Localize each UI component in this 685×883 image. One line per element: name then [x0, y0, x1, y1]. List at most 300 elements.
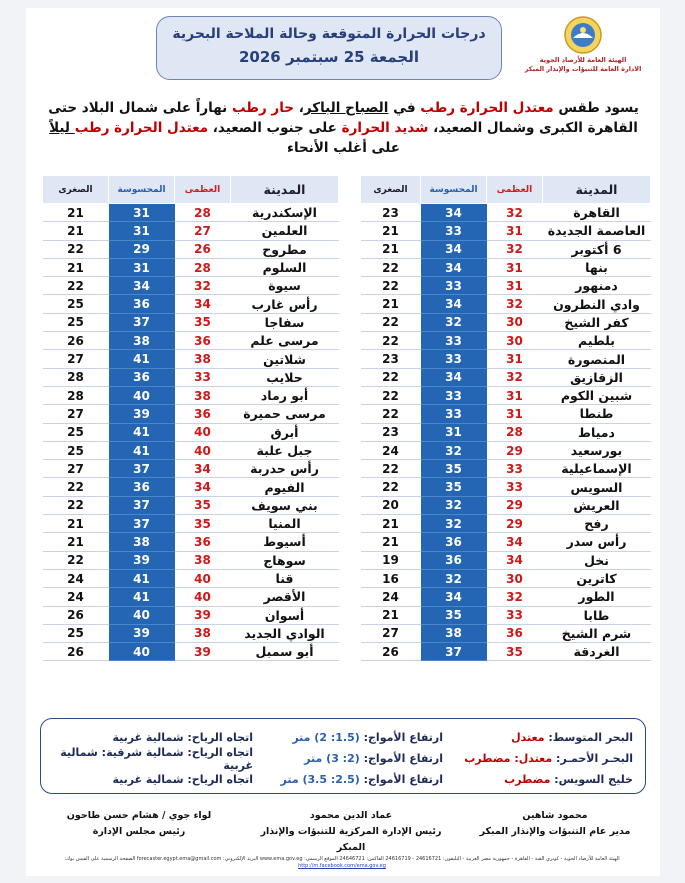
feels-like-cell: 31	[109, 258, 175, 276]
city-cell: أبو سمبل	[231, 643, 339, 661]
min-temp-cell: 21	[361, 222, 421, 240]
summary-highlight: معتدل الحرارة رطب	[420, 100, 554, 116]
city-cell: بني سويف	[231, 496, 339, 514]
max-temp-cell: 40	[175, 423, 231, 441]
feels-like-cell: 33	[421, 332, 487, 350]
page-title: درجات الحرارة المتوقعة وحالة الملاحة البحرية	[172, 26, 486, 42]
table-row	[43, 240, 339, 258]
min-temp-cell: 22	[43, 496, 109, 514]
feels-like-cell: 31	[421, 423, 487, 441]
sea-state: معتدل: مضطرب	[464, 752, 553, 765]
feels-like-cell: 36	[421, 551, 487, 569]
feels-like-cell: 31	[109, 222, 175, 240]
logo-line-2: الادارة العامة للتنبؤات والإنذار المبكر	[524, 65, 642, 73]
max-temp-cell: 39	[175, 606, 231, 624]
min-temp-cell: 21	[361, 533, 421, 551]
table-row	[43, 460, 339, 478]
max-temp-cell: 32	[487, 240, 543, 258]
table-row	[43, 405, 339, 423]
table-row	[43, 258, 339, 276]
feels-like-cell: 34	[421, 588, 487, 606]
wind-direction: اتجاه الرياح: شمالية شرقية: شمالية غربية	[60, 745, 253, 772]
sea-conditions-box	[40, 718, 646, 794]
wave-label: ارتفاع الأمواج:	[359, 752, 443, 765]
summary-highlight: شديد الحرارة	[341, 120, 429, 136]
city-cell: الفيوم	[231, 478, 339, 496]
feels-like-cell: 32	[421, 313, 487, 331]
table-row	[361, 515, 651, 533]
table-row	[361, 460, 651, 478]
min-temp-cell: 24	[43, 588, 109, 606]
table-row	[43, 204, 339, 222]
city-cell: وادي النطرون	[543, 295, 651, 313]
city-cell: القاهرة	[543, 204, 651, 222]
col-header-city: المدينة	[231, 176, 339, 204]
feels-like-cell: 39	[109, 551, 175, 569]
city-cell: حلايب	[231, 368, 339, 386]
city-cell: قنا	[231, 569, 339, 587]
table-row	[43, 478, 339, 496]
feels-like-cell: 36	[109, 478, 175, 496]
table-row	[361, 478, 651, 496]
feels-like-cell: 37	[421, 643, 487, 661]
max-temp-cell: 38	[175, 624, 231, 642]
feels-like-cell: 41	[109, 350, 175, 368]
summary-text: في	[388, 100, 421, 116]
max-temp-cell: 34	[175, 478, 231, 496]
table-row	[361, 368, 651, 386]
feels-like-cell: 38	[109, 533, 175, 551]
max-temp-cell: 35	[175, 496, 231, 514]
city-cell: كفر الشيخ	[543, 313, 651, 331]
city-cell: مرسى علم	[231, 332, 339, 350]
table-row	[361, 350, 651, 368]
feels-like-cell: 41	[109, 423, 175, 441]
col-header-min: الصغرى	[361, 176, 421, 204]
signatory-title: رئيس مجلس الإدارة	[92, 826, 186, 837]
city-cell: طنطا	[543, 405, 651, 423]
feels-like-cell: 34	[109, 277, 175, 295]
city-cell: السلوم	[231, 258, 339, 276]
table-row	[43, 350, 339, 368]
min-temp-cell: 16	[361, 569, 421, 587]
city-cell: الزقازيق	[543, 368, 651, 386]
table-row	[361, 588, 651, 606]
sea-row-gulf-of-suez	[53, 769, 633, 790]
logo-line-1: الهيئة العامة للأرصاد الجوية	[539, 56, 627, 64]
min-temp-cell: 27	[361, 624, 421, 642]
feels-like-cell: 34	[421, 240, 487, 258]
table-row	[43, 295, 339, 313]
max-temp-cell: 31	[487, 405, 543, 423]
table-row	[361, 258, 651, 276]
table-row	[361, 332, 651, 350]
weather-summary	[46, 98, 641, 158]
col-header-city: المدينة	[543, 176, 651, 204]
min-temp-cell: 21	[43, 533, 109, 551]
max-temp-cell: 31	[487, 277, 543, 295]
feels-like-cell: 36	[109, 295, 175, 313]
col-header-feel: المحسوسة	[109, 176, 175, 204]
max-temp-cell: 28	[487, 423, 543, 441]
min-temp-cell: 21	[361, 240, 421, 258]
col-header-max: العظمى	[175, 176, 231, 204]
min-temp-cell: 21	[43, 515, 109, 533]
sea-state: مضطرب	[504, 773, 551, 786]
max-temp-cell: 35	[175, 515, 231, 533]
city-cell: جبل علبة	[231, 441, 339, 459]
table-row	[43, 441, 339, 459]
min-temp-cell: 23	[361, 204, 421, 222]
city-cell: رفح	[543, 515, 651, 533]
min-temp-cell: 22	[361, 386, 421, 404]
summary-text: على أغلب الأنحاء	[287, 140, 400, 156]
city-cell: العريش	[543, 496, 651, 514]
feels-like-cell: 31	[109, 204, 175, 222]
max-temp-cell: 40	[175, 569, 231, 587]
col-header-max: العظمى	[487, 176, 543, 204]
summary-highlight: حار رطب	[231, 100, 294, 116]
max-temp-cell: 28	[175, 258, 231, 276]
min-temp-cell: 22	[43, 277, 109, 295]
feels-like-cell: 33	[421, 405, 487, 423]
city-cell: السويس	[543, 478, 651, 496]
table-row	[43, 569, 339, 587]
feels-like-cell: 37	[109, 460, 175, 478]
min-temp-cell: 19	[361, 551, 421, 569]
table-row	[43, 332, 339, 350]
city-cell: كاترين	[543, 569, 651, 587]
table-row	[43, 496, 339, 514]
max-temp-cell: 34	[487, 551, 543, 569]
table-row	[43, 386, 339, 404]
table-row	[361, 277, 651, 295]
feels-like-cell: 32	[421, 515, 487, 533]
max-temp-cell: 34	[487, 533, 543, 551]
table-row	[361, 551, 651, 569]
min-temp-cell: 20	[361, 496, 421, 514]
sea-state: معتدل	[511, 731, 545, 744]
table-row	[43, 606, 339, 624]
wave-label: ارتفاع الأمواج:	[359, 731, 443, 744]
max-temp-cell: 38	[175, 551, 231, 569]
bulletin-date: الجمعة 25 سبتمبر 2026	[238, 48, 419, 66]
max-temp-cell: 29	[487, 496, 543, 514]
sea-name: البحـر الأحمـر:	[552, 752, 633, 765]
max-temp-cell: 33	[487, 606, 543, 624]
min-temp-cell: 21	[43, 204, 109, 222]
city-cell: الإسكندرية	[231, 204, 339, 222]
temperature-table-left	[42, 175, 339, 661]
min-temp-cell: 24	[361, 441, 421, 459]
min-temp-cell: 22	[361, 405, 421, 423]
max-temp-cell: 27	[175, 222, 231, 240]
max-temp-cell: 31	[487, 350, 543, 368]
sea-name: خليج السويس:	[550, 773, 633, 786]
feels-like-cell: 34	[421, 295, 487, 313]
min-temp-cell: 26	[43, 606, 109, 624]
city-cell: بنها	[543, 258, 651, 276]
min-temp-cell: 26	[43, 332, 109, 350]
min-temp-cell: 28	[43, 386, 109, 404]
max-temp-cell: 38	[175, 350, 231, 368]
feels-like-cell: 37	[109, 496, 175, 514]
title-box	[156, 16, 502, 80]
city-cell: شلاتين	[231, 350, 339, 368]
feels-like-cell: 33	[421, 386, 487, 404]
max-temp-cell: 36	[175, 332, 231, 350]
max-temp-cell: 36	[175, 405, 231, 423]
city-cell: المنصورة	[543, 350, 651, 368]
table-row	[361, 386, 651, 404]
max-temp-cell: 26	[175, 240, 231, 258]
max-temp-cell: 30	[487, 569, 543, 587]
min-temp-cell: 25	[43, 624, 109, 642]
city-cell: الإسماعيلية	[543, 460, 651, 478]
city-cell: شرم الشيخ	[543, 624, 651, 642]
feels-like-cell: 41	[109, 441, 175, 459]
max-temp-cell: 31	[487, 258, 543, 276]
min-temp-cell: 23	[361, 350, 421, 368]
max-temp-cell: 34	[175, 460, 231, 478]
city-cell: المنيا	[231, 515, 339, 533]
city-cell: بلطيم	[543, 332, 651, 350]
city-cell: الطور	[543, 588, 651, 606]
min-temp-cell: 22	[361, 460, 421, 478]
city-cell: بورسعيد	[543, 441, 651, 459]
facebook-link[interactable]: http://m.facebook.com/ema.gov.eg	[298, 863, 386, 869]
feels-like-cell: 36	[109, 368, 175, 386]
sea-name: البحر المتوسط:	[544, 731, 633, 744]
feels-like-cell: 41	[109, 588, 175, 606]
feels-like-cell: 37	[109, 515, 175, 533]
summary-underline: الصباح الباكر	[303, 100, 389, 116]
min-temp-cell: 25	[43, 423, 109, 441]
feels-like-cell: 39	[109, 624, 175, 642]
signatory-name: محمود شاهين	[522, 810, 588, 821]
max-temp-cell: 32	[487, 588, 543, 606]
ema-emblem-icon	[563, 14, 603, 56]
city-cell: الوادي الجديد	[231, 624, 339, 642]
signatory-name: عماد الدين محمود	[309, 810, 393, 821]
max-temp-cell: 30	[487, 313, 543, 331]
summary-highlight: معتدل الحرارة رطب	[74, 120, 209, 136]
max-temp-cell: 34	[175, 295, 231, 313]
table-row	[43, 423, 339, 441]
signature-block-1	[470, 808, 640, 840]
feels-like-cell: 35	[421, 460, 487, 478]
city-cell: مرسى حميرة	[231, 405, 339, 423]
table-row	[43, 624, 339, 642]
table-row	[361, 423, 651, 441]
max-temp-cell: 29	[487, 515, 543, 533]
table-body-left	[43, 204, 339, 661]
city-cell: رأس سدر	[543, 533, 651, 551]
min-temp-cell: 25	[43, 441, 109, 459]
min-temp-cell: 27	[43, 460, 109, 478]
max-temp-cell: 40	[175, 441, 231, 459]
city-cell: العلمين	[231, 222, 339, 240]
table-row	[361, 569, 651, 587]
feels-like-cell: 39	[109, 405, 175, 423]
city-cell: رأس غارب	[231, 295, 339, 313]
city-cell: سوهاج	[231, 551, 339, 569]
min-temp-cell: 27	[43, 350, 109, 368]
table-row	[43, 588, 339, 606]
city-cell: دمنهور	[543, 277, 651, 295]
city-cell: سفاجا	[231, 313, 339, 331]
max-temp-cell: 36	[175, 533, 231, 551]
table-body-right	[361, 204, 651, 661]
max-temp-cell: 32	[487, 368, 543, 386]
table-row	[361, 405, 651, 423]
city-cell: طابا	[543, 606, 651, 624]
feels-like-cell: 34	[421, 204, 487, 222]
min-temp-cell: 25	[43, 313, 109, 331]
table-row	[43, 368, 339, 386]
max-temp-cell: 32	[175, 277, 231, 295]
wave-height: (2.5: 3.5) متر	[280, 773, 360, 786]
summary-text: ،	[294, 100, 304, 116]
min-temp-cell: 25	[43, 295, 109, 313]
table-row	[361, 441, 651, 459]
max-temp-cell: 31	[487, 222, 543, 240]
feels-like-cell: 37	[109, 313, 175, 331]
min-temp-cell: 27	[43, 405, 109, 423]
signatory-name: لواء جوي / هشام حسن طاحون	[66, 810, 212, 821]
feels-like-cell: 35	[421, 606, 487, 624]
table-row	[361, 295, 651, 313]
col-header-min: الصغرى	[43, 176, 109, 204]
city-cell: رأس حدربة	[231, 460, 339, 478]
table-row	[361, 533, 651, 551]
footer-contact	[42, 856, 642, 870]
city-cell: الغردقة	[543, 643, 651, 661]
min-temp-cell: 22	[361, 277, 421, 295]
city-cell: دمياط	[543, 423, 651, 441]
feels-like-cell: 32	[421, 441, 487, 459]
wave-height: (1.5: 2) متر	[292, 731, 360, 744]
min-temp-cell: 22	[361, 478, 421, 496]
max-temp-cell: 35	[487, 643, 543, 661]
min-temp-cell: 21	[361, 606, 421, 624]
feels-like-cell: 34	[421, 258, 487, 276]
min-temp-cell: 26	[43, 643, 109, 661]
max-temp-cell: 33	[175, 368, 231, 386]
city-cell: نخل	[543, 551, 651, 569]
min-temp-cell: 21	[43, 222, 109, 240]
feels-like-cell: 35	[421, 478, 487, 496]
summary-text: نهاراً على شمال البلاد حتى القاهرة الكبرى وشمال الصعيد،	[48, 100, 638, 136]
feels-like-cell: 33	[421, 350, 487, 368]
min-temp-cell: 28	[43, 368, 109, 386]
table-row	[43, 277, 339, 295]
feels-like-cell: 38	[421, 624, 487, 642]
summary-underline: ليلاً	[49, 120, 75, 136]
min-temp-cell: 23	[361, 423, 421, 441]
min-temp-cell: 26	[361, 643, 421, 661]
table-row	[43, 515, 339, 533]
min-temp-cell: 24	[43, 569, 109, 587]
feels-like-cell: 40	[109, 643, 175, 661]
table-row	[43, 551, 339, 569]
min-temp-cell: 22	[361, 258, 421, 276]
city-cell: 6 أكتوبر	[543, 240, 651, 258]
max-temp-cell: 40	[175, 588, 231, 606]
min-temp-cell: 22	[43, 240, 109, 258]
min-temp-cell: 24	[361, 588, 421, 606]
feels-like-cell: 38	[109, 332, 175, 350]
table-row	[43, 533, 339, 551]
city-cell: العاصمة الجديدة	[543, 222, 651, 240]
table-row	[43, 313, 339, 331]
min-temp-cell: 22	[43, 551, 109, 569]
wind-direction: اتجاه الرياح: شمالية غربية	[112, 773, 253, 786]
city-cell: أسوان	[231, 606, 339, 624]
table-row	[361, 606, 651, 624]
table-row	[361, 240, 651, 258]
feels-like-cell: 40	[109, 386, 175, 404]
min-temp-cell: 21	[361, 295, 421, 313]
wave-height: (2: 3) متر	[304, 752, 360, 765]
summary-text: على جنوب الصعيد،	[208, 120, 342, 136]
temperature-table-right	[360, 175, 651, 661]
feels-like-cell: 29	[109, 240, 175, 258]
min-temp-cell: 22	[361, 313, 421, 331]
signature-block-3	[44, 808, 234, 840]
city-cell: الأقصر	[231, 588, 339, 606]
max-temp-cell: 28	[175, 204, 231, 222]
feels-like-cell: 34	[421, 368, 487, 386]
footer-address: الهيئة العامة للأرصاد الجوية - كوبري القبة - القاهرة - جمهورية مصر العربية - التليفون: 24616721 - 24616719 الفاكس: 24646721 الموقع الرسمي: www.ema.gov.eg البريد الإلكتروني: forecaster.egypt.ema@gmail.com الصفحة الرسمية على الفيس بوك:	[64, 856, 620, 862]
max-temp-cell: 38	[175, 386, 231, 404]
ema-logo	[516, 14, 650, 94]
table-row	[43, 643, 339, 661]
table-row	[361, 496, 651, 514]
signatory-title: رئيس الإدارة المركزية للتنبؤات والإنذار المبكر	[260, 826, 442, 853]
feels-like-cell: 32	[421, 569, 487, 587]
max-temp-cell: 35	[175, 313, 231, 331]
table-row	[361, 624, 651, 642]
min-temp-cell: 21	[43, 258, 109, 276]
max-temp-cell: 36	[487, 624, 543, 642]
max-temp-cell: 33	[487, 478, 543, 496]
max-temp-cell: 29	[487, 441, 543, 459]
col-header-feel: المحسوسة	[421, 176, 487, 204]
table-row	[361, 313, 651, 331]
table-row	[361, 204, 651, 222]
city-cell: مطروح	[231, 240, 339, 258]
max-temp-cell: 39	[175, 643, 231, 661]
feels-like-cell: 40	[109, 606, 175, 624]
feels-like-cell: 33	[421, 222, 487, 240]
feels-like-cell: 36	[421, 533, 487, 551]
signatory-title: مدير عام التنبؤات والإنذار المبكر	[479, 826, 631, 837]
city-cell: سيوة	[231, 277, 339, 295]
wave-label: ارتفاع الأمواج:	[359, 773, 443, 786]
max-temp-cell: 33	[487, 460, 543, 478]
feels-like-cell: 41	[109, 569, 175, 587]
min-temp-cell: 22	[361, 368, 421, 386]
sea-row-red-sea	[53, 745, 633, 772]
max-temp-cell: 30	[487, 332, 543, 350]
min-temp-cell: 22	[43, 478, 109, 496]
feels-like-cell: 32	[421, 496, 487, 514]
max-temp-cell: 31	[487, 386, 543, 404]
bulletin-sheet	[26, 8, 660, 876]
table-row	[43, 222, 339, 240]
max-temp-cell: 32	[487, 204, 543, 222]
